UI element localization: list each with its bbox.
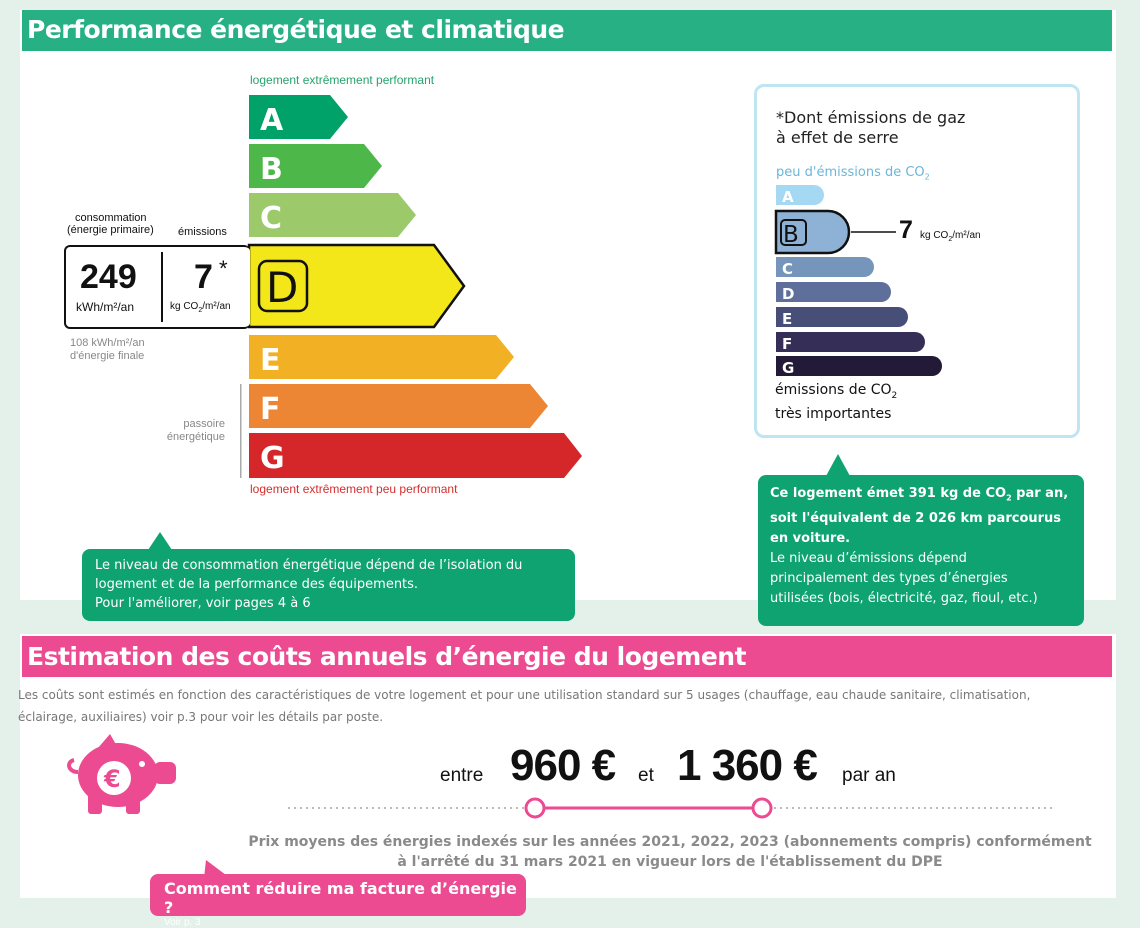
ges-bar-d xyxy=(776,282,891,303)
final-energy: 108 kWh/m²/an d'énergie finale xyxy=(70,337,145,362)
max-range-marker xyxy=(753,799,771,817)
ges-heading: *Dont émissions de gaz à effet de serre xyxy=(776,108,966,147)
ges-bar-b-label: B xyxy=(783,222,799,248)
ges-value: 7 xyxy=(899,216,913,244)
cost-range-bar xyxy=(286,796,1056,820)
energy-bar-e-label: E xyxy=(260,343,281,378)
ges-bar-a xyxy=(776,185,824,206)
energy-bar-d-current xyxy=(249,245,464,327)
consumption-label: consommation (énergie primaire) xyxy=(67,212,154,236)
reduce-bill-link[interactable]: Voir p. 3 xyxy=(164,917,201,928)
ges-bar-b-current xyxy=(776,211,849,253)
ges-bar-a-label: A xyxy=(782,188,794,206)
energy-bar-f-label: F xyxy=(260,392,281,427)
ges-bar-g xyxy=(776,356,942,377)
ges-scale xyxy=(770,182,1010,382)
energy-bar-c xyxy=(249,193,416,237)
energy-info-bubble: Le niveau de consommation énergétique dépend de l’isolation du logement et de la performance des équipements. Pour l'améliorer, voir pages 4 à 6 xyxy=(82,549,575,621)
piggy-bank-icon xyxy=(60,730,184,820)
word-per-year: par an xyxy=(842,765,896,786)
passoire-label: passoire énergétique xyxy=(166,418,225,443)
energy-bar-d-label: D xyxy=(266,263,299,312)
top-performance-label: logement extrêmement performant xyxy=(250,73,435,87)
word-between: entre xyxy=(440,765,484,786)
ges-info-bubble: Ce logement émet 391 kg de $CO_2$ par an, soit l'équivalent de 2 026 km parcourus en voiture. Le niveau d’émissions dépend principalement des types d’énergies utilisées (bois, électricité, gaz, fioul, etc.) xyxy=(758,475,1084,626)
energy-bar-b-label: B xyxy=(260,152,283,187)
energy-section-title: Performance énergétique et climatique xyxy=(22,10,1112,51)
ges-bar-c-label: C xyxy=(782,260,794,278)
bottom-performance-label: logement extrêmement peu performant xyxy=(250,482,458,496)
ges-unit: kg $CO_2/m^2/an$ xyxy=(920,230,981,243)
energy-bar-g-label: G xyxy=(260,441,285,476)
energy-scale xyxy=(240,90,600,490)
ges-bar-f xyxy=(776,332,925,353)
cost-intro: Les coûts sont estimés en fonction des caractéristiques de votre logement et pour une utilisation standard sur 5 usages (chauffage, eau chaude sanitaire, climatisation, éclairage, auxiliaires) voir p.3 pour voir les détails par poste. xyxy=(18,688,1031,724)
energy-bubble-pointer xyxy=(148,532,172,550)
energy-bar-a xyxy=(249,95,348,139)
reduce-bill-callout[interactable] xyxy=(150,874,526,928)
ges-top-label: peu d'émissions de $CO_2$ xyxy=(776,165,930,182)
emissions-value: 7 xyxy=(194,258,213,296)
ges-bar-d-label: D xyxy=(782,285,795,303)
ges-bar-e xyxy=(776,307,908,328)
min-cost-value: 960 € xyxy=(510,741,616,790)
ges-bar-c xyxy=(776,257,874,278)
min-range-marker xyxy=(526,799,544,817)
energy-bar-b xyxy=(249,144,382,188)
cost-section-title: Estimation des coûts annuels d’énergie du logement xyxy=(22,636,1112,677)
ges-bubble-pointer xyxy=(826,454,850,476)
consumption-unit: kWh/m²/an xyxy=(76,300,135,314)
energy-bar-f xyxy=(249,384,548,428)
reduce-bill-title[interactable]: Comment réduire ma facture d’énergie ? xyxy=(164,879,517,917)
word-and: et xyxy=(638,765,654,786)
consumption-value: 249 xyxy=(80,258,137,296)
consumption-divider xyxy=(161,252,163,322)
euro-symbol: € xyxy=(104,765,121,793)
emissions-star: * xyxy=(219,256,228,281)
emissions-label: émissions xyxy=(178,226,227,238)
price-note: Prix moyens des énergies indexés sur les années 2021, 2022, 2023 (abonnements compris) conformément à l'arrêté du 31 mars 2021 en vigueur lors de l'établissement du DPE xyxy=(248,834,1092,870)
max-cost-value: 1 360 € xyxy=(677,741,817,790)
ges-bottom-label: émissions de $CO_2$ très importantes xyxy=(775,382,898,422)
energy-bar-g xyxy=(249,433,582,478)
energy-bar-e xyxy=(249,335,514,379)
ges-bar-f-label: F xyxy=(782,335,793,353)
energy-bar-a-label: A xyxy=(260,103,284,138)
energy-bar-c-label: C xyxy=(260,201,283,236)
ges-bar-e-label: E xyxy=(782,310,793,328)
ges-bar-g-label: G xyxy=(782,359,795,377)
emissions-unit: kg $CO_2/m^2/an$ xyxy=(170,301,231,314)
